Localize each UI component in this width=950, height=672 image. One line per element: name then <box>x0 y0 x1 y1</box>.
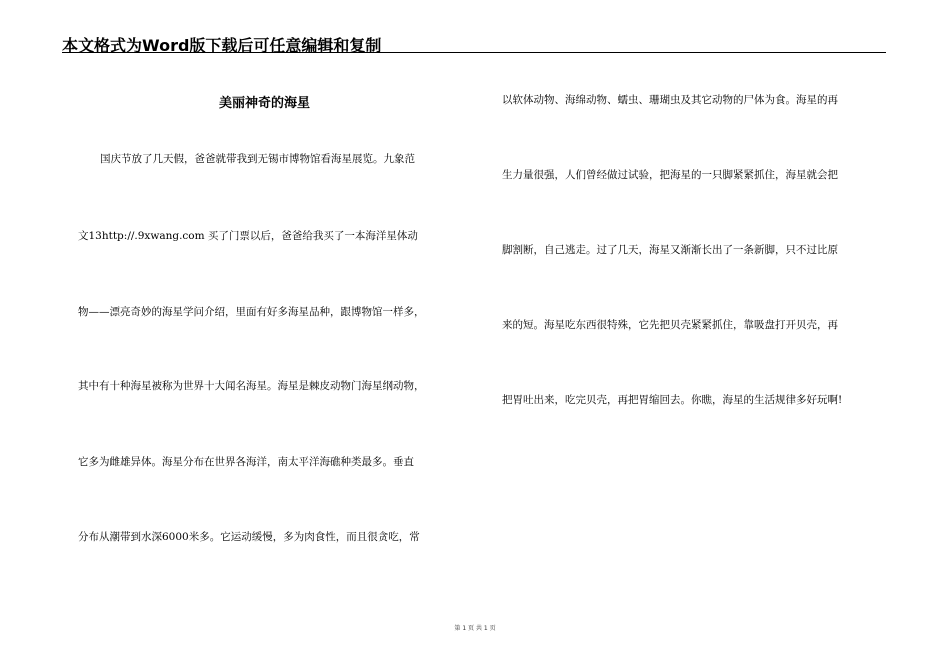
paragraph-line: 国庆节放了几天假，爸爸就带我到无锡市博物馆看海星展览。九象范 <box>100 153 415 165</box>
paragraph-line: 来的短。海星吃东西很特殊，它先把贝壳紧紧抓住，靠吸盘打开贝壳，再 <box>502 319 838 331</box>
paragraph-line: 把胃吐出来，吃完贝壳，再把胃缩回去。你瞧，海星的生活规律多好玩啊! <box>502 394 843 406</box>
paragraph-line: 文13http://.9xwang.com 买了门票以后，爸爸给我买了一本海洋星体动 <box>78 230 418 242</box>
paragraph-line: 以软体动物、海绵动物、蠕虫、珊瑚虫及其它动物的尸体为食。海星的再 <box>502 94 838 106</box>
paragraph-line: 生力量很强，人们曾经做过试验，把海星的一只脚紧紧抓住，海星就会把 <box>502 169 838 181</box>
paragraph-line: 它多为雌雄异体。海星分布在世界各海洋，南太平洋海礁种类最多。垂直 <box>78 456 414 468</box>
header-divider <box>62 52 886 53</box>
paragraph-line: 物——漂亮奇妙的海星学问介绍，里面有好多海星品种，跟博物馆一样多， <box>78 306 425 318</box>
paragraph-line: 脚割断，自己逃走。过了几天，海星又渐渐长出了一条新脚，只不过比原 <box>502 244 838 256</box>
document-header: 本文格式为Word版下载后可任意编辑和复制 <box>62 36 382 55</box>
paragraph-line: 分布从潮带到水深6000米多。它运动缓慢，多为肉食性，而且很贪吃，常 <box>78 531 420 543</box>
article-title: 美丽神奇的海星 <box>219 96 311 111</box>
page-footer: 第 1 页 共 1 页 <box>454 625 496 632</box>
paragraph-line: 其中有十种海星被称为世界十大闻名海星。海星是棘皮动物门海星纲动物， <box>78 380 425 392</box>
